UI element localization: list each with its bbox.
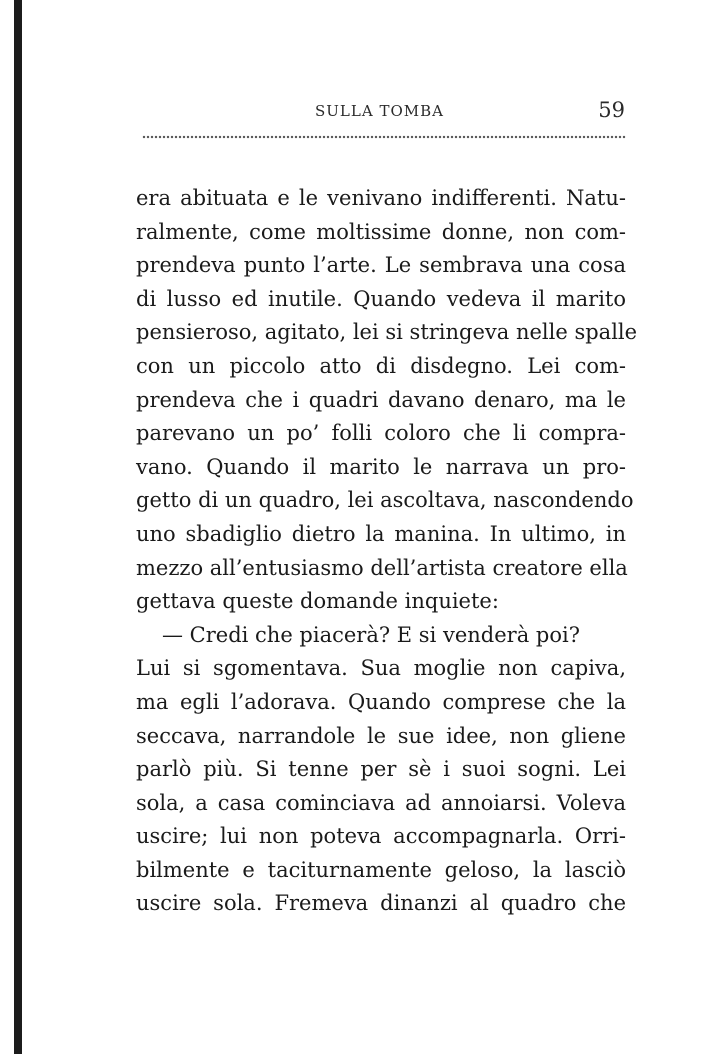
text-line: era abituata e le venivano indifferenti. Natu-	[136, 186, 626, 210]
text-line: gettava queste domande inquiete:	[136, 589, 499, 614]
text-line: prendeva che i quadri davano denaro, ma le	[136, 387, 626, 412]
text-line: pensieroso, agitato, lei si stringeva nelle spalle	[136, 320, 638, 345]
text-line: sola, a casa cominciava ad annoiarsi. Voleva	[136, 790, 626, 815]
text-line: uno sbadiglio dietro la manina. In ultimo, in	[136, 521, 626, 546]
text-line: uscire; lui non poteva accompagnarla. Orri-	[136, 824, 626, 849]
text-line: seccava, narrandole le sue idee, non gliene	[136, 723, 626, 748]
page-header	[145, 98, 625, 126]
page-binding-edge	[14, 0, 22, 1054]
ornamental-divider	[142, 135, 626, 143]
text-line: con un piccolo atto di disdegno. Lei com-	[136, 353, 626, 378]
text-line: ralmente, come moltissime donne, non com-	[136, 219, 626, 244]
running-title: SULLA TOMBA	[315, 102, 444, 120]
text-line: Lui si sgomentava. Sua moglie non capiva,	[136, 656, 626, 681]
text-line: bilmente e taciturnamente geloso, la lasciò	[136, 857, 626, 882]
text-line: di lusso ed inutile. Quando vedeva il marito	[136, 286, 626, 311]
text-line: ma egli l’adorava. Quando comprese che la	[136, 689, 626, 714]
text-line: uscire sola. Fremeva dinanzi al quadro che	[136, 891, 626, 916]
text-line: vano. Quando il marito le narrava un pro-	[136, 454, 626, 479]
body-text	[136, 182, 638, 921]
text-line: mezzo all’entusiasmo dell’artista creatore ella	[136, 555, 628, 580]
text-line: getto di un quadro, lei ascoltava, nascondendo	[136, 488, 634, 513]
text-line: prendeva punto l’arte. Le sembrava una cosa	[136, 253, 626, 278]
text-line: parevano un po’ folli coloro che li compra-	[136, 421, 626, 446]
page-number: 59	[598, 98, 625, 122]
dialogue-line: — Credi che piacerà? E si venderà poi?	[162, 622, 580, 647]
text-line: parlò più. Si tenne per sè i suoi sogni. Lei	[136, 757, 626, 782]
